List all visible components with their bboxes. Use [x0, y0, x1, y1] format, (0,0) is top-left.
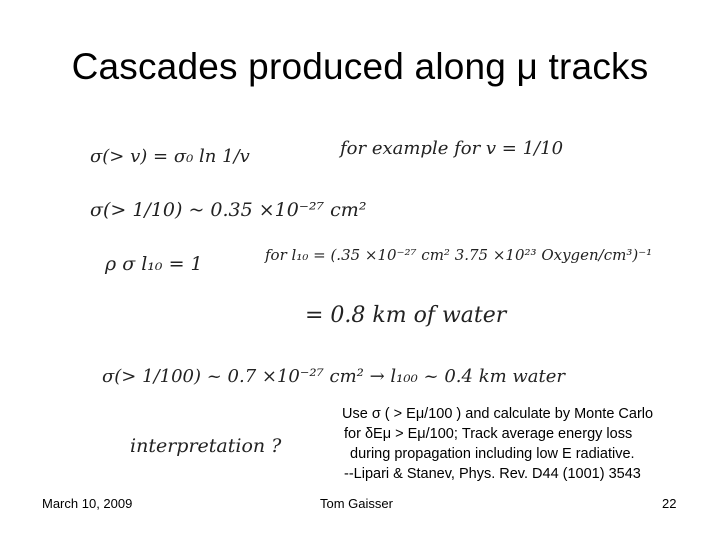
handwritten-line-3-left: ρ σ l₁₀ = 1 [105, 253, 203, 275]
slide-title: Cascades produced along μ tracks [71, 46, 649, 87]
note-line-2: for δEμ > Eμ/100; Track average energy loss [344, 426, 633, 442]
explanation-note [342, 404, 720, 484]
note-line-4-citation: --Lipari & Stanev, Phys. Rev. D44 (1001) 3543 [344, 466, 641, 482]
footer-page-number: 22 [662, 496, 677, 511]
note-line-3: during propagation including low E radiative. [350, 446, 635, 462]
handwritten-line-5: σ(> 1/100) ~ 0.7 ×10⁻²⁷ cm² → l₁₀₀ ~ 0.4 km water [102, 366, 566, 387]
handwritten-line-3-right: for l₁₀ = (.35 ×10⁻²⁷ cm² 3.75 ×10²³ Oxygen/cm³)⁻¹ [265, 246, 653, 264]
handwritten-line-6: interpretation ? [130, 435, 282, 457]
handwritten-line-1-right: for example for v = 1/10 [340, 138, 564, 159]
handwritten-line-4: = 0.8 km of water [305, 303, 507, 328]
footer-author: Tom Gaisser [320, 496, 393, 511]
handwritten-line-2: σ(> 1/10) ~ 0.35 ×10⁻²⁷ cm² [90, 199, 367, 221]
footer-date: March 10, 2009 [42, 496, 133, 511]
handwritten-line-1-left: σ(> v) = σ₀ ln 1/v [90, 146, 250, 167]
note-line-1: Use σ ( > Eμ/100 ) and calculate by Monte Carlo [342, 406, 654, 422]
